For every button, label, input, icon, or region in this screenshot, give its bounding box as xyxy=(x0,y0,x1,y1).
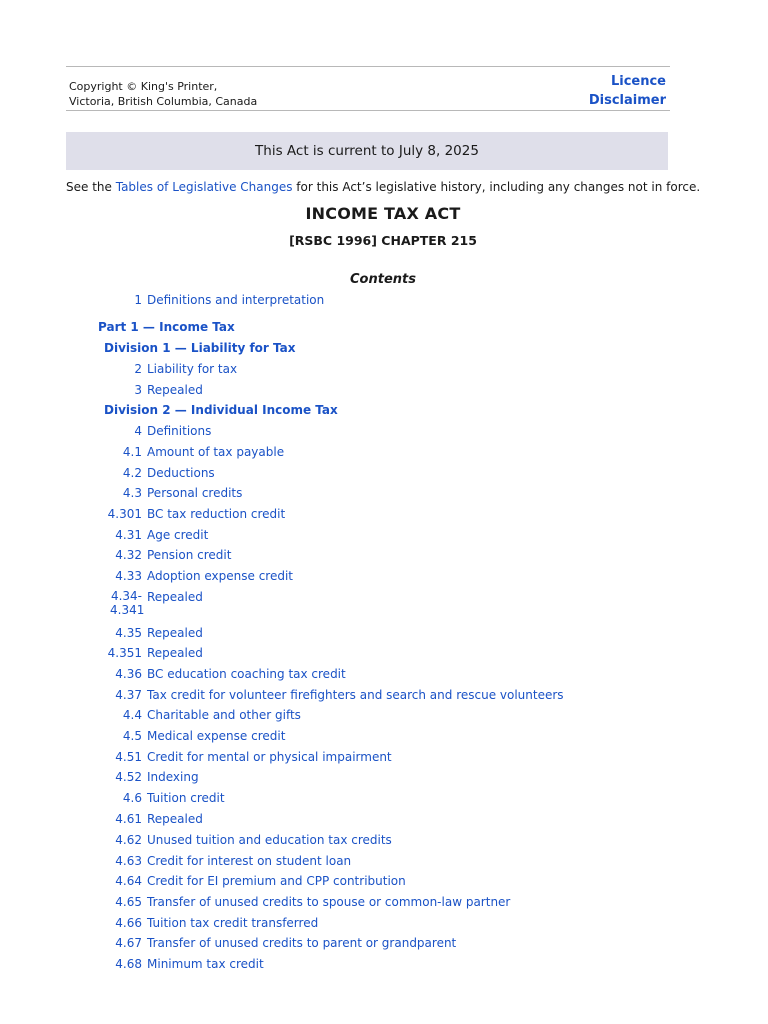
toc-section-number: 4.4 xyxy=(122,708,142,722)
toc-section-number: 4.2 xyxy=(122,466,142,480)
toc-section-label[interactable]: Charitable and other gifts xyxy=(147,708,301,722)
toc-section-label[interactable]: Deductions xyxy=(147,466,215,480)
toc-section-label[interactable]: BC tax reduction credit xyxy=(147,507,286,521)
toc-division-1[interactable]: Division 1 — Liability for Tax xyxy=(104,341,296,355)
toc-section-label[interactable]: Adoption expense credit xyxy=(147,569,294,583)
toc-section-number xyxy=(66,589,145,617)
toc-section-number: 4.6 xyxy=(122,791,142,805)
act-chapter: [RSBC 1996] CHAPTER 215 xyxy=(289,233,477,248)
toc-section-number-line-2: 4.341 xyxy=(110,603,145,617)
copyright-line-1: Copyright © King's Printer, xyxy=(69,80,218,93)
tables-of-legislative-changes-link[interactable]: Tables of Legislative Changes xyxy=(115,180,293,194)
toc-section-number: 4.63 xyxy=(115,854,142,868)
toc-section-label[interactable]: Age credit xyxy=(147,528,209,542)
toc-section-label[interactable]: Indexing xyxy=(147,770,199,784)
toc-section-label[interactable]: Transfer of unused credits to parent or grandparent xyxy=(147,936,457,950)
toc-section-number: 4.65 xyxy=(115,895,142,909)
toc-section-number: 4.5 xyxy=(122,729,142,743)
toc-section-label[interactable]: Repealed xyxy=(147,590,203,604)
licence-link[interactable]: Licence xyxy=(610,74,666,89)
currency-banner: This Act is current to July 8, 2025 xyxy=(66,132,668,170)
toc-section-label[interactable]: Minimum tax credit xyxy=(147,957,264,971)
toc-section-label[interactable]: Repealed xyxy=(147,626,203,640)
toc-section-number: 4.32 xyxy=(115,548,142,562)
toc-section-label[interactable]: Repealed xyxy=(147,646,203,660)
toc-section-label[interactable]: Liability for tax xyxy=(147,362,238,376)
act-title: INCOME TAX ACT xyxy=(305,204,461,223)
toc-section-label[interactable]: BC education coaching tax credit xyxy=(147,667,346,681)
toc-section-label[interactable]: Credit for mental or physical impairment xyxy=(147,750,392,764)
toc-section-number: 4.37 xyxy=(115,688,142,702)
toc-section-label[interactable]: Tuition tax credit transferred xyxy=(147,916,319,930)
toc-part-1[interactable]: Part 1 — Income Tax xyxy=(98,320,235,334)
toc-section-number: 4.301 xyxy=(107,507,142,521)
toc-section-number: 1 xyxy=(134,293,142,307)
legislative-history-note xyxy=(66,179,701,195)
toc-section-label[interactable]: Personal credits xyxy=(147,486,243,500)
toc-section-label[interactable]: Pension credit xyxy=(147,548,232,562)
toc-section-label[interactable]: Repealed xyxy=(147,812,203,826)
toc-section-number: 4.62 xyxy=(115,833,142,847)
toc-section-number: 4.35 xyxy=(115,626,142,640)
toc-section-number: 4.3 xyxy=(122,486,142,500)
toc-section-label[interactable]: Tax credit for volunteer firefighters and search and rescue volunteers xyxy=(147,688,564,702)
toc-section-label[interactable]: Amount of tax payable xyxy=(147,445,285,459)
toc-section-number: 4.51 xyxy=(115,750,142,764)
toc-section-number: 4.64 xyxy=(115,874,142,888)
toc-section-number: 2 xyxy=(134,362,142,376)
history-note-prefix: See the xyxy=(66,180,116,194)
toc-section-label[interactable]: Tuition credit xyxy=(147,791,225,805)
contents-heading: Contents xyxy=(350,272,416,287)
toc-section-label[interactable]: Transfer of unused credits to spouse or common-law partner xyxy=(147,895,511,909)
toc-section-number: 4.1 xyxy=(122,445,142,459)
history-note-suffix: for this Act’s legislative history, including any changes not in force. xyxy=(292,180,701,194)
disclaimer-link[interactable]: Disclaimer xyxy=(588,93,666,108)
toc-section-label[interactable]: Definitions and interpretation xyxy=(147,293,325,307)
toc-section-number: 4.68 xyxy=(115,957,142,971)
toc-section-number: 4.67 xyxy=(115,936,142,950)
header-links xyxy=(589,72,666,110)
toc-section-label[interactable]: Medical expense credit xyxy=(147,729,286,743)
toc-section-number: 3 xyxy=(134,383,142,397)
toc-division-2[interactable]: Division 2 — Individual Income Tax xyxy=(104,403,338,417)
toc-section-number: 4.66 xyxy=(115,916,142,930)
toc-section-label[interactable]: Definitions xyxy=(147,424,212,438)
toc-section-label[interactable]: Credit for EI premium and CPP contribution xyxy=(147,874,406,888)
toc-section-number: 4 xyxy=(134,424,142,438)
toc-section-number: 4.36 xyxy=(115,667,142,681)
copyright-line-2: Victoria, British Columbia, Canada xyxy=(69,95,258,108)
toc-section-number-line-1: 4.34- xyxy=(110,589,142,603)
toc-section-label[interactable]: Unused tuition and education tax credits xyxy=(147,833,392,847)
toc-section-label[interactable]: Credit for interest on student loan xyxy=(147,854,352,868)
toc-section-number: 4.33 xyxy=(115,569,142,583)
header-divider xyxy=(66,110,670,111)
toc-section-number: 4.52 xyxy=(115,770,142,784)
toc-section-number: 4.351 xyxy=(107,646,142,660)
toc-section-number: 4.31 xyxy=(115,528,142,542)
toc-section-number: 4.61 xyxy=(115,812,142,826)
toc-section-label[interactable]: Repealed xyxy=(147,383,203,397)
copyright-notice xyxy=(69,79,257,109)
top-divider xyxy=(66,66,670,67)
